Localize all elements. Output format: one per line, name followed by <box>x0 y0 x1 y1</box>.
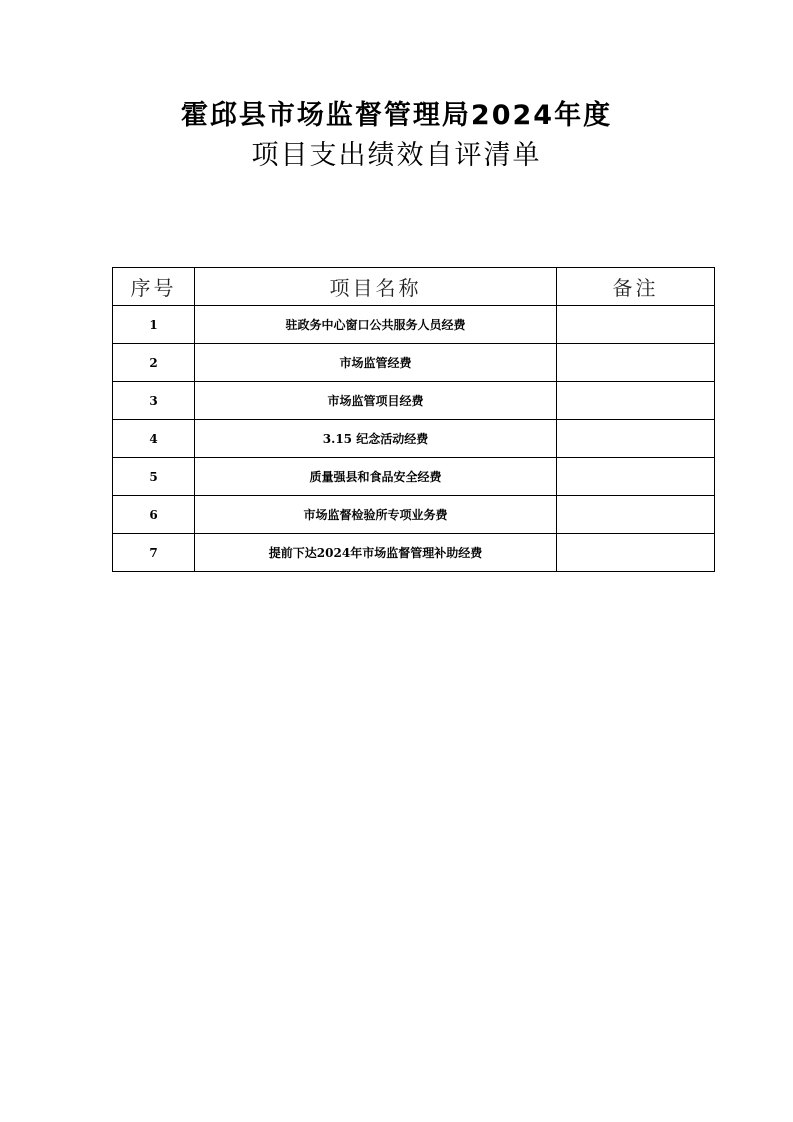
row-project-name: 提前下达2024年市场监督管理补助经费 <box>195 534 557 572</box>
row-project-name: 市场监管经费 <box>195 344 557 382</box>
title-line-2: 项目支出绩效自评清单 <box>251 140 542 171</box>
row-note <box>557 458 715 496</box>
table-row <box>113 306 715 344</box>
row-note <box>557 534 715 572</box>
row-note <box>557 382 715 420</box>
table-row <box>113 382 715 420</box>
row-number: 6 <box>113 496 195 534</box>
table-row <box>113 534 715 572</box>
document-title <box>0 96 793 176</box>
header-number: 序号 <box>113 268 195 306</box>
title-line-1: 霍邱县市场监督管理局2024年度 <box>180 100 613 131</box>
row-number: 3 <box>113 382 195 420</box>
row-number: 7 <box>113 534 195 572</box>
table-row <box>113 458 715 496</box>
row-number: 4 <box>113 420 195 458</box>
row-number: 2 <box>113 344 195 382</box>
row-project-name: 3.15 纪念活动经费 <box>195 420 557 458</box>
table-row <box>113 496 715 534</box>
header-note: 备注 <box>557 268 715 306</box>
table-row <box>113 344 715 382</box>
table-row <box>113 420 715 458</box>
row-note <box>557 496 715 534</box>
table-header-row <box>113 268 715 306</box>
row-note <box>557 344 715 382</box>
row-number: 5 <box>113 458 195 496</box>
row-number: 1 <box>113 306 195 344</box>
row-project-name: 市场监管项目经费 <box>195 382 557 420</box>
row-note <box>557 420 715 458</box>
project-list-table <box>112 267 715 572</box>
row-project-name: 质量强县和食品安全经费 <box>195 458 557 496</box>
row-note <box>557 306 715 344</box>
row-project-name: 市场监督检验所专项业务费 <box>195 496 557 534</box>
row-project-name: 驻政务中心窗口公共服务人员经费 <box>195 306 557 344</box>
header-name: 项目名称 <box>195 268 557 306</box>
